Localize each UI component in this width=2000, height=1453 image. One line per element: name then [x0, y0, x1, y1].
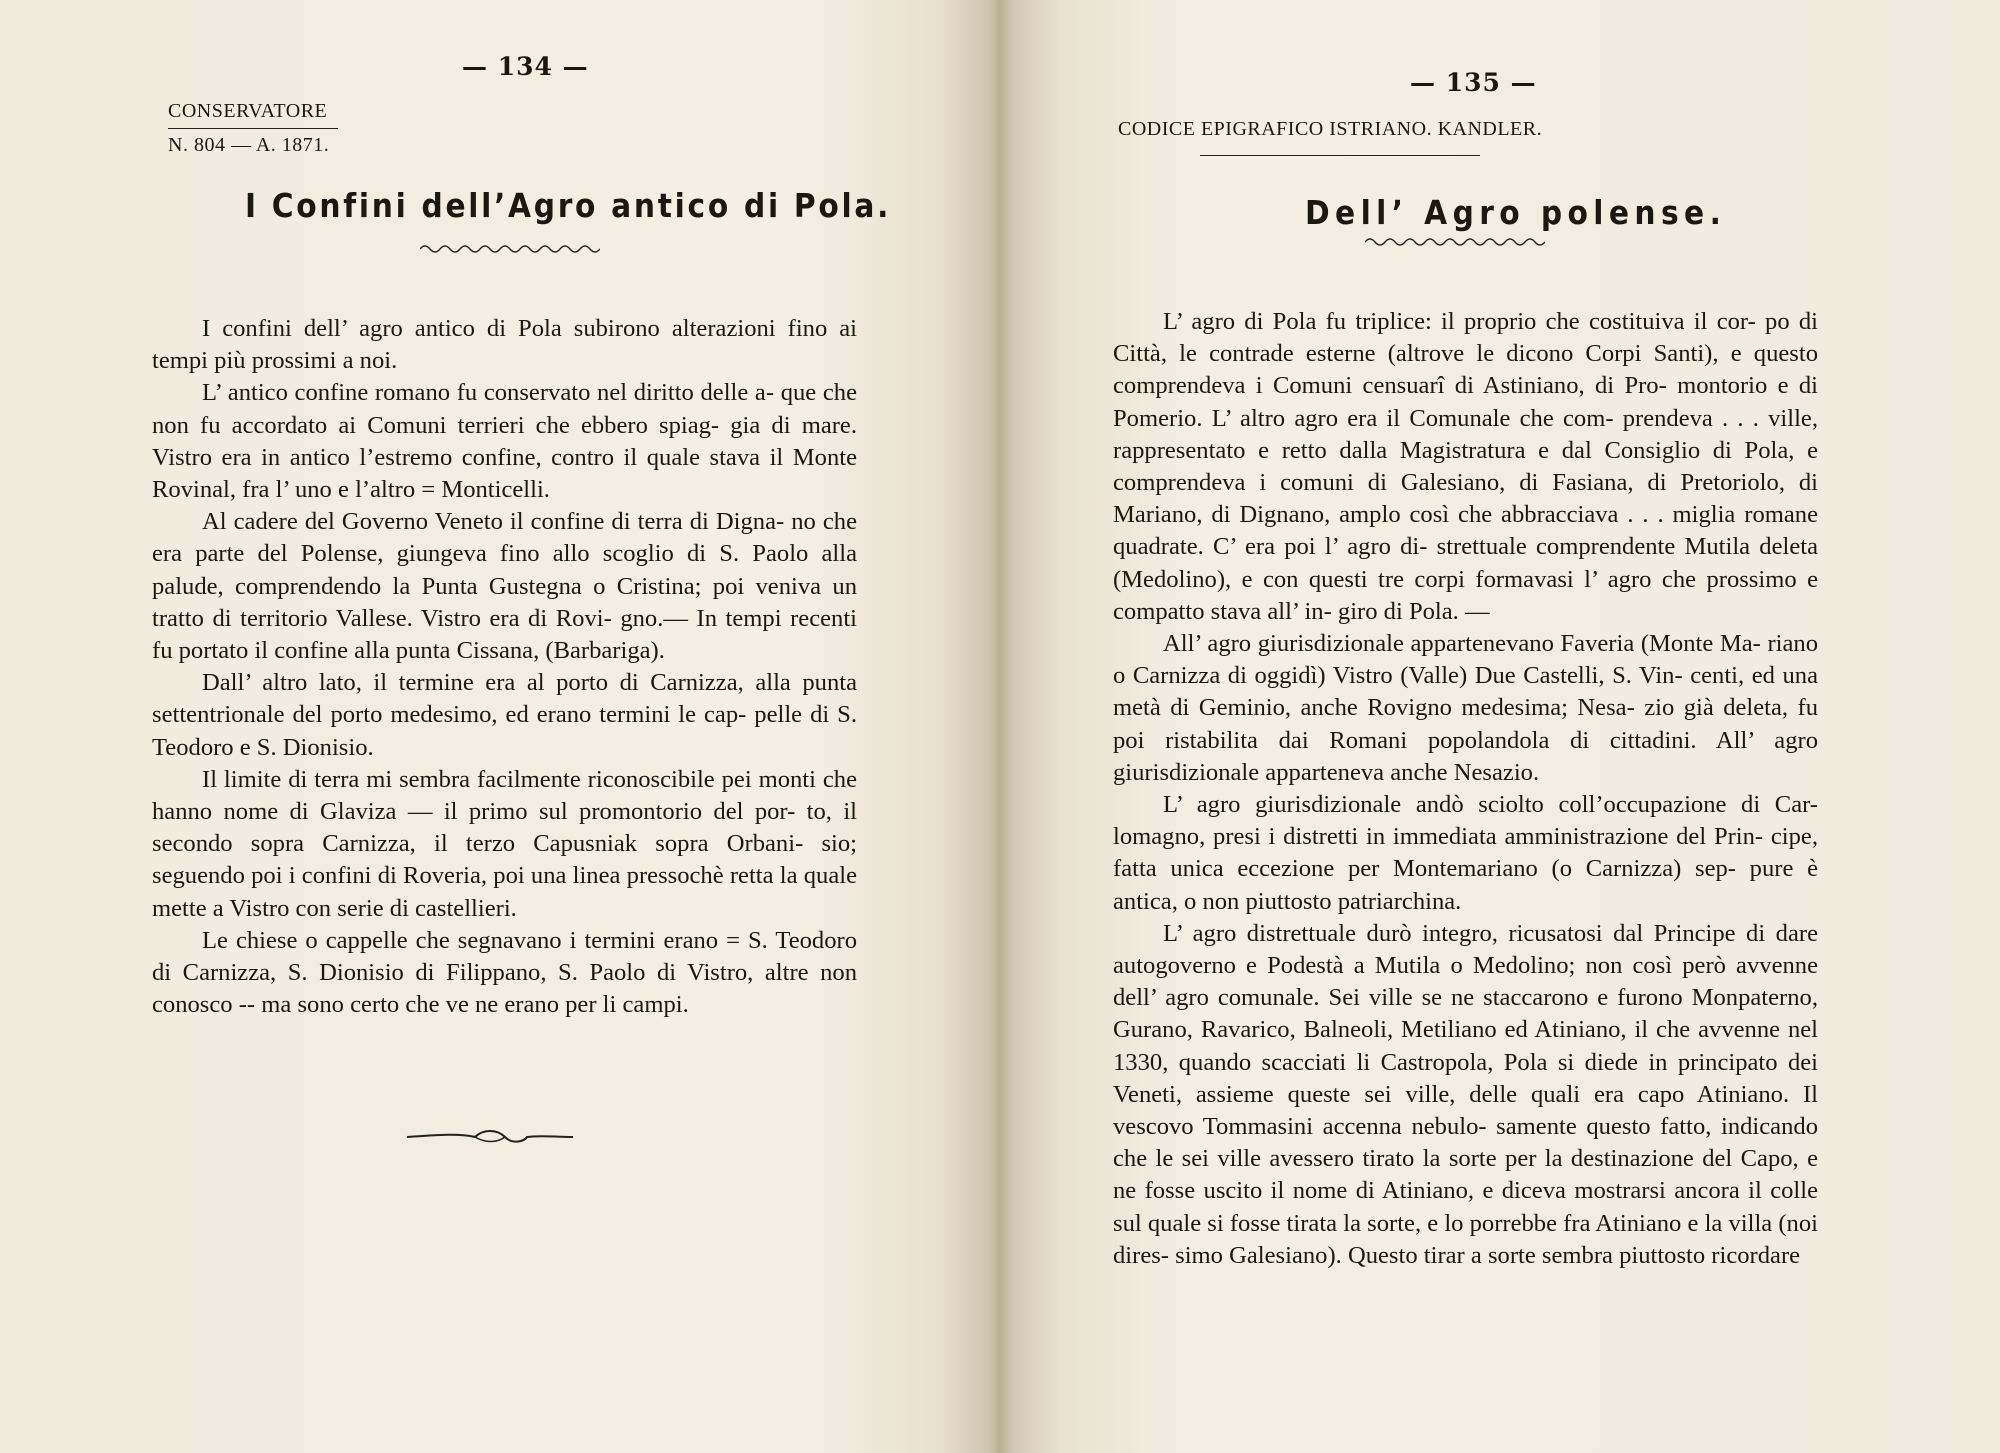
left-chapter-title: I Confini dell’Agro antico di Pola. [245, 186, 892, 225]
right-page [985, 0, 2000, 1453]
left-body-text [152, 313, 857, 1021]
left-paragraph: Il limite di terra mi sembra facilmente riconoscibile pei monti che hanno nome di Glaviza — il primo sul promontorio del por- to, il secondo sopra Carnizza, il terzo Capusniak sopra Orbani- sio; seguendo poi i confini di Roveria, poi una linea pressochè retta la quale mette a Vistro con serie di castellieri. [152, 765, 857, 922]
right-chapter-title: Dell’ Agro polense. [1305, 193, 1727, 232]
left-paragraph: Al cadere del Governo Veneto il confine di terra di Digna- no che era parte del Polense, giungeva fino allo scoglio di S. Paolo alla palude, comprendendo la Punta Gustegna o Cristina; poi veniva un tratto di territorio Vallese. Vistro era di Rovi- gno.— In tempi recenti fu portato il confine alla punta Cissana, (Barbariga). [152, 508, 857, 665]
running-head-rule [1200, 155, 1480, 156]
left-page-number: — 134 — [462, 52, 589, 81]
end-flourish-ornament [405, 1125, 575, 1149]
right-body-text [1113, 306, 1818, 1272]
wavy-rule-ornament [420, 242, 600, 256]
left-issue-line: N. 804 — A. 1871. [168, 134, 330, 156]
right-paragraph: L’ agro giurisdizionale andò sciolto coll’occupazione di Car- lomagno, presi i distretti in immediata amministrazione del Prin- cipe, fatta unica eccezione per Montemariano (o Carnizza) sep- pure è antica, o non piuttosto patriarchina. [1113, 791, 1818, 915]
right-paragraph: All’ agro giurisdizionale appartenevano Faveria (Monte Ma- riano o Carnizza di oggidì) Vistro (Valle) Due Castelli, S. Vin- centi, ed una metà di Geminio, anche Rovigno medesima; Nesa- zio già deleta, fu poi ristabilita dai Romani popolandola di cittadini. All’ agro giurisdizionale apparteneva anche Nesazio. [1113, 630, 1818, 786]
right-running-head: CODICE EPIGRAFICO ISTRIANO. KANDLER. [1118, 118, 1543, 140]
running-head-rule [168, 128, 338, 129]
left-paragraph: Le chiese o cappelle che segnavano i termini erano = S. Teodoro di Carnizza, S. Dionisio di Filippano, S. Paolo di Vistro, altre non conosco -- ma sono certo che ve ne erano per li campi. [152, 926, 857, 1019]
right-paragraph: L’ agro distrettuale durò integro, ricusatosi dal Principe di dare autogoverno e Podestà a Mutila o Medolino; non così però avvenne dell’ agro comunale. Sei ville se ne staccarono e furono Monpaterno, Gurano, Ravarico, Balneoli, Metiliano ed Atiniano, il che avvenne nel 1330, quando scacciati li Castropola, Pola si diede in principato dei Veneti, assieme queste sei ville, delle quali era capo Atiniano. Il vescovo Tommasini accenna nebulo- samente questo fatto, indicando che le sei ville avessero tirato la sorte per la destinazione del Capo, e ne fosse uscito il nome di Atiniano, e diceva mostrarsi ancora il colle sul quale si fosse tirata la sorte, e lo porrebbe fra Atiniano e la villa (noi dires- simo Galesiano). Questo tirar a sorte sembra piuttosto ricordare [1113, 919, 1818, 1269]
right-page-number: — 135 — [1410, 68, 1537, 97]
left-page [0, 0, 985, 1453]
left-paragraph: L’ antico confine romano fu conservato nel diritto delle a- que che non fu accordato ai Comuni terrieri che ebbero spiag- gia di mare. Vistro era in antico l’estremo confine, contro il quale stava il Monte Rovinal, fra l’ uno e l’altro = Monticelli. [152, 379, 857, 504]
right-paragraph: L’ agro di Pola fu triplice: il proprio che costituiva il cor- po di Città, le contrade esterne (altrove le dicono Corpi Santi), e questo comprendeva i Comuni censuarî di Astiniano, di Pro- montorio e di Pomerio. L’ altro agro era il Comunale che com- prendeva . . . ville, rappresentato e retto dalla Magistratura e dal Consiglio di Pola, e comprendeva i comuni di Galesiano, di Fasiana, di Pretoriolo, di Mariano, di Dignano, amplo così che abbracciava . . . miglia romane quadrate. C’ era poi l’ agro di- strettuale comprendente Mutila deleta (Medolino), e con questi tre corpi formavasi l’ agro che prossimo e compatto stava all’ in- giro di Pola. — [1113, 308, 1818, 625]
left-paragraph: I confini dell’ agro antico di Pola subirono alterazioni fino ai tempi più prossimi a noi. [152, 315, 857, 375]
wavy-rule-ornament [1365, 235, 1545, 249]
left-running-head: CONSERVATORE [168, 100, 328, 122]
left-paragraph: Dall’ altro lato, il termine era al porto di Carnizza, alla punta settentrionale del porto medesimo, ed erano termini le cap- pelle di S. Teodoro e S. Dionisio. [152, 669, 857, 761]
